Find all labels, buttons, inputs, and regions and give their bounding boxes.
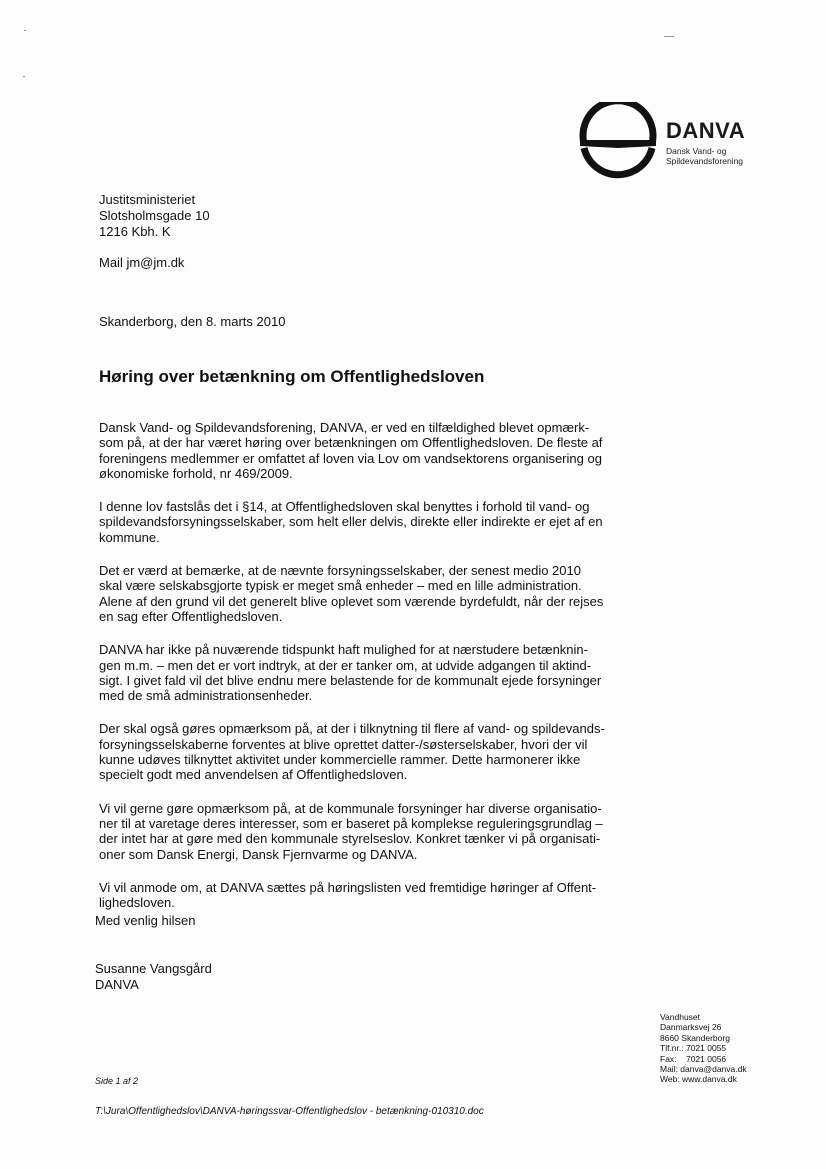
paragraph-line: forsyningsselskaberne forventes at blive oprettet datter-/søsterselskaber, hvori der vil <box>99 736 588 752</box>
paragraph <box>99 563 629 624</box>
file-path: T:\Jura\Offentlighedslov\DANVA-høringssvar-Offentlighedslov - betænkning-010310.doc <box>95 1106 484 1117</box>
signature-block <box>95 961 212 993</box>
paragraph-line: skal være selskabsgjorte typisk er meget små enheder – med en lille administration. <box>99 578 582 594</box>
recipient-mail: Mail jm@jm.dk <box>99 255 185 270</box>
letter-subject: Høring over betænkning om Offentlighedsloven <box>99 367 485 386</box>
footer-contact-line: Mail: danva@danva.dk <box>660 1064 747 1075</box>
date-line: Skanderborg, den 8. marts 2010 <box>99 314 286 329</box>
paragraph <box>99 721 629 782</box>
footer-contact-line: 8660 Skanderborg <box>660 1032 730 1043</box>
paragraph-line: oner som Dansk Energi, Dansk Fjernvarme og DANVA. <box>99 846 418 862</box>
paragraph-line: Der skal også gøres opmærksom på, at der i tilknytning til flere af vand- og spildevands- <box>99 721 605 737</box>
paragraph-line: som på, at der har været høring over betænkningen om Offentlighedsloven. De fleste af <box>99 435 603 451</box>
letter-body <box>99 420 629 928</box>
paragraph-line: Det er værd at bemærke, at de nævnte forsyningsselskaber, der senest medio 2010 <box>99 563 581 579</box>
signatory-name: Susanne Vangsgård <box>95 961 212 976</box>
paragraph-line: en sag efter Offentlighedsloven. <box>99 608 283 624</box>
paragraph-line: I denne lov fastslås det i §14, at Offentlighedsloven skal benyttes i forhold til vand- og <box>99 499 590 515</box>
recipient-address <box>99 192 210 240</box>
paragraph-line: der intet har at gøre med den kommunale styrelseslov. Konkret tænker vi på organisati- <box>99 831 601 847</box>
paragraph-line: med de små administrationsenheder. <box>99 688 313 704</box>
logo-org-full-line2: Spildevandsforening <box>666 156 744 166</box>
footer-contact-line: Vandhuset <box>660 1012 701 1022</box>
footer-contact <box>660 1012 747 1085</box>
logo-org-full <box>666 146 786 166</box>
scan-speck <box>664 36 674 37</box>
paragraph <box>99 499 629 545</box>
logo-org-full-line1: Dansk Vand- og <box>666 146 727 156</box>
paragraph-line: Vi vil anmode om, at DANVA sættes på høringslisten ved fremtidige høringer af Offent- <box>99 879 597 895</box>
paragraph-line: spildevandsforsyningsselskaber, som helt eller delvis, direkte eller indirekte er ejet af en <box>99 514 603 530</box>
paragraph-line: DANVA har ikke på nuværende tidspunkt haft mulighed for at nærstudere betænknin- <box>99 642 588 658</box>
recipient-street: Slotsholmsgade 10 <box>99 208 210 223</box>
footer-contact-line: Web: www.danva.dk <box>660 1074 737 1085</box>
paragraph <box>99 642 629 703</box>
paragraph-line: foreningens medlemmer er omfattet af loven via Lov om vandsektorens organisering og <box>99 450 602 466</box>
paragraph-line: kommune. <box>99 529 160 545</box>
closing-line: Med venlig hilsen <box>95 913 196 928</box>
paragraph-line: sigt. I givet fald vil det blive endnu mere belastende for de kommunalt ejede forsyninger <box>99 672 602 688</box>
paragraph <box>99 420 629 481</box>
danva-logo-icon <box>574 102 662 186</box>
footer-contact-line: Tlf.nr.: 7021 0055 <box>660 1043 727 1054</box>
recipient-name: Justitsministeriet <box>99 192 196 207</box>
paragraph-line: økonomiske forhold, nr 469/2009. <box>99 465 293 481</box>
paragraph-line: Dansk Vand- og Spildevandsforening, DANVA, er ved en tilfældighed blevet opmærk- <box>99 420 590 435</box>
paragraph-line: kunne udøves tilknyttet aktivitet under kommercielle rammer. Dette harmonerer ikke <box>99 752 581 768</box>
footer-contact-line: Fax: 7021 0056 <box>660 1053 727 1064</box>
paragraph-line: Vi vil gerne gøre opmærksom på, at de kommunale forsyninger har diverse organisatio- <box>99 800 602 816</box>
paragraph <box>99 880 629 911</box>
paragraph-line: specielt godt med anvendelsen af Offentlighedsloven. <box>99 767 408 783</box>
paragraph-line: Alene af den grund vil det generelt blive oplevet som værende byrdefuldt, når der rejses <box>99 593 604 609</box>
logo-org-short: DANVA <box>666 118 746 143</box>
paragraph-line: gen m.m. – men det er vort indtryk, at der er tanker om, at udvide adgangen til aktind- <box>99 657 592 673</box>
scan-speck <box>24 30 26 31</box>
paragraph-line: lighedsloven. <box>99 895 175 911</box>
footer-contact-line: Danmarksvej 26 <box>660 1022 722 1033</box>
page-number: Side 1 af 2 <box>95 1076 139 1086</box>
signatory-org: DANVA <box>95 977 139 992</box>
recipient-city: 1216 Kbh. K <box>99 224 171 239</box>
scan-speck <box>23 76 25 77</box>
paragraph <box>99 801 629 862</box>
paragraph-line: ner til at varetage deres interesser, som er baseret på komplekse reguleringsgrundlag – <box>99 815 603 831</box>
